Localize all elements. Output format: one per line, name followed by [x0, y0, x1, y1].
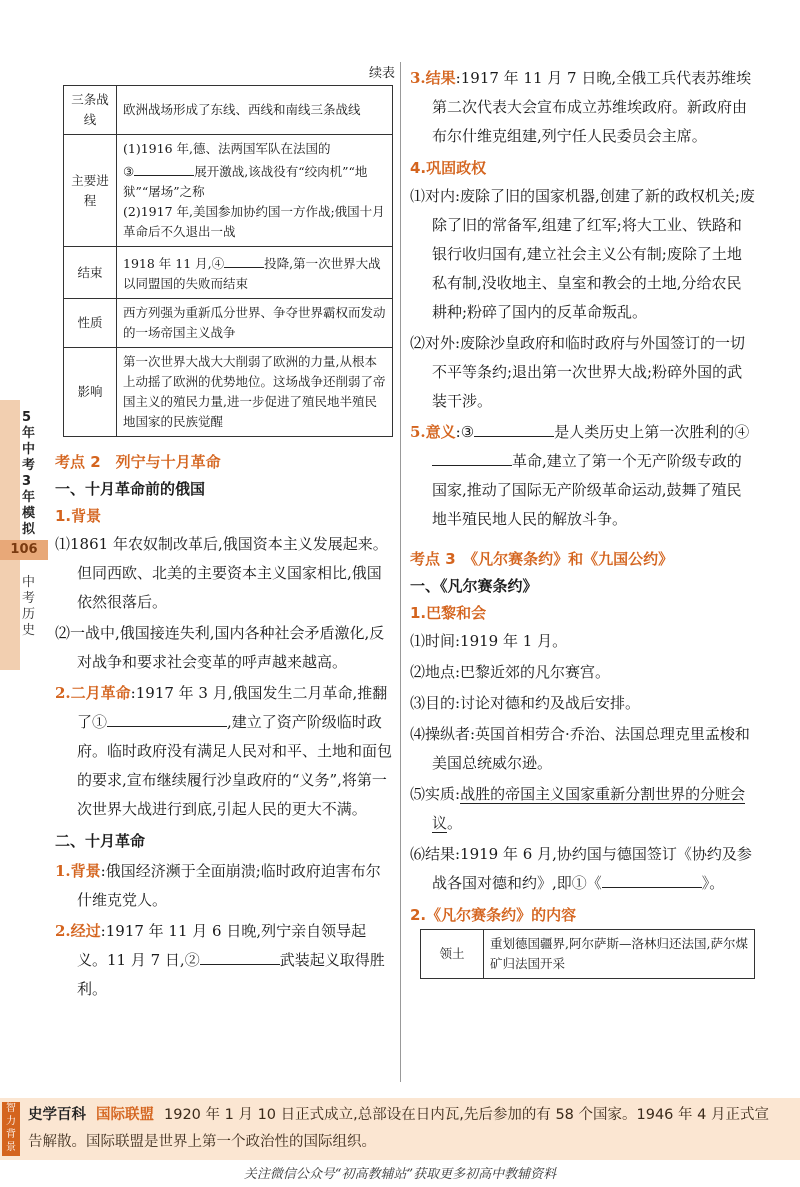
list-item: ⑸实质:战胜的帝国主义国家重新分割世界的分赃会议。 [410, 785, 746, 832]
list-item: ⑴时间:1919 年 1 月。 [410, 632, 568, 650]
box-subtitle: 国际联盟 [96, 1107, 154, 1123]
row-value: 西方列强为重新瓜分世界、争夺世界霸权而发动的一场帝国主义战争 [117, 299, 393, 348]
row-key: 结束 [64, 247, 117, 299]
column-divider [400, 62, 401, 1082]
row-value: 欧洲战场形成了东线、西线和南线三条战线 [117, 86, 393, 135]
item-label: 3.结果 [410, 69, 456, 87]
list-item: ⑶目的:讨论对德和约及战后安排。 [410, 694, 641, 712]
item-label: 2.二月革命 [55, 684, 131, 702]
row-key: 影响 [64, 348, 117, 437]
sub-heading: 1.背景 [55, 507, 102, 525]
paragraph: ⑴对内:废除了旧的国家机器,创建了新的政权机关;废除了旧的常备军,组建了红军;将大工业、铁路和银行收归国有,建立社会主义公有制;废除了土地私有制,没收地主、皇室和教会的土地,分给农民耕种;粉碎了国内的反革命叛乱。 [410, 187, 755, 321]
sub-heading: 1.巴黎和会 [410, 604, 487, 622]
blank-4[interactable] [224, 251, 264, 268]
paragraph: ⑵一战中,俄国接连失利,国内各种社会矛盾激化,反对战争和要求社会变革的呼声越来越高。 [55, 624, 385, 671]
box-title: 史学百科 [28, 1107, 86, 1123]
history-box [0, 1098, 800, 1160]
item-label: 1.背景 [55, 862, 101, 880]
continued-label: 续表 [368, 66, 395, 81]
right-column [410, 62, 755, 979]
table-row [421, 930, 755, 979]
blank-3[interactable] [134, 159, 194, 176]
row-value: 第一次世界大战大大削弱了欧洲的力量,从根本上动摇了欧洲的优势地位。这场战争还削弱了帝国主义的殖民力量,进一步促进了殖民地半殖民地国家的民族觉醒 [117, 348, 393, 437]
blank-2[interactable] [200, 948, 280, 965]
row-key: 主要进程 [64, 135, 117, 247]
left-column [55, 62, 395, 1006]
paragraph: 2.经过:1917 年 11 月 6 日晚,列宁亲自领导起义。11 月 7 日,② 武装起义取得胜利。 [55, 922, 385, 998]
underlined-text: 战胜的帝国主义国家重新分割世界的分赃会议 [432, 785, 746, 832]
side-tab [0, 400, 48, 670]
row-value: 1918 年 11 月,④ 投降,第一次世界大战以同盟国的失败而结束 [117, 247, 393, 299]
table-row [64, 247, 393, 299]
list-item: ⑵地点:巴黎近郊的凡尔赛宫。 [410, 663, 611, 681]
box-badge: 智力背景 [2, 1102, 20, 1156]
row-key: 性质 [64, 299, 117, 348]
row-value: (1)1916 年,德、法两国军队在法国的 ③ 展开激战,该战役有“绞肉机”“地狱”“屠场”之称 (2)1917 年,美国参加协约国一方作战;俄国十月革命后不久退出一战 [117, 135, 393, 247]
section-heading: 一、十月革命前的俄国 [55, 480, 206, 498]
key-point-3: 考点 3 《凡尔赛条约》和《九国公约》 [410, 550, 674, 568]
sub-heading: 4.巩固政权 [410, 159, 487, 177]
paragraph: 3.结果:1917 年 11 月 7 日晚,全俄工兵代表苏维埃第二次代表大会宣布成立苏维埃政府。新政府由布尔什维克组建,列宁任人民委员会主席。 [410, 69, 752, 145]
subject-name: 中考历史 [22, 575, 36, 638]
paragraph: ⑴1861 年农奴制改革后,俄国资本主义发展起来。但同西欧、北美的主要资本主义国家相比,俄国依然很落后。 [55, 535, 388, 611]
watermark-text: 关注微信公众号“初高教辅站”获取更多初高中教辅资料 [243, 1167, 557, 1182]
ww1-table [63, 85, 393, 437]
row-key: 领土 [421, 930, 484, 979]
paragraph: 5.意义:③ 是人类历史上第一次胜利的④革命,建立了第一个无产阶级专政的国家,推动了国际无产阶级革命运动,鼓舞了殖民地半殖民地人民的解放斗争。 [410, 418, 755, 534]
blank-4[interactable] [432, 449, 512, 466]
table-row [64, 135, 393, 247]
blank-1[interactable] [602, 871, 702, 888]
blank-1[interactable] [107, 710, 227, 727]
table-row [64, 86, 393, 135]
treaty-table [420, 929, 755, 979]
row-key: 三条战线 [64, 86, 117, 135]
series-name: 5年中考3年模拟 [22, 410, 36, 537]
side-tab-strip [0, 400, 20, 670]
page-number: 106 [0, 540, 48, 560]
list-item: ⑷操纵者:英国首相劳合·乔治、法国总理克里孟梭和美国总统威尔逊。 [410, 725, 750, 772]
sub-heading: 2.《凡尔赛条约》的内容 [410, 906, 577, 924]
section-heading: 一、《凡尔赛条约》 [410, 577, 538, 595]
key-point-2: 考点 2 列宁与十月革命 [55, 453, 221, 471]
item-label: 2.经过 [55, 922, 101, 940]
box-text: 史学百科 国际联盟 1920 年 1 月 10 日正式成立,总部设在日内瓦,先后参加的有 58 个国家。1946 年 4 月正式宣告解散。国际联盟是世界上第一个政治性的国际组织。 [28, 1107, 769, 1150]
section-heading: 二、十月革命 [55, 832, 146, 850]
blank-3[interactable] [474, 420, 554, 437]
paragraph: 2.二月革命:1917 年 3 月,俄国发生二月革命,推翻了① ,建立了资产阶级临时政府。临时政府没有满足人民对和平、土地和面包的要求,宣布继续履行沙皇政府的“义务”,将第一次世界大战进行到底,引起人民的更大不满。 [55, 684, 393, 818]
table-row [64, 299, 393, 348]
table-row [64, 348, 393, 437]
list-item: ⑹结果:1919 年 6 月,协约国与德国签订《协约及参战各国对德和约》,即①《 》。 [410, 845, 752, 892]
paragraph: ⑵对外:废除沙皇政府和临时政府与外国签订的一切不平等条约;退出第一次世界大战;粉碎外国的武装干涉。 [410, 334, 746, 410]
row-value: 重划德国疆界,阿尔萨斯—洛林归还法国,萨尔煤矿归法国开采 [484, 930, 755, 979]
item-label: 5.意义 [410, 423, 456, 441]
paragraph: 1.背景:俄国经济濒于全面崩溃;临时政府迫害布尔什维克党人。 [55, 862, 381, 909]
